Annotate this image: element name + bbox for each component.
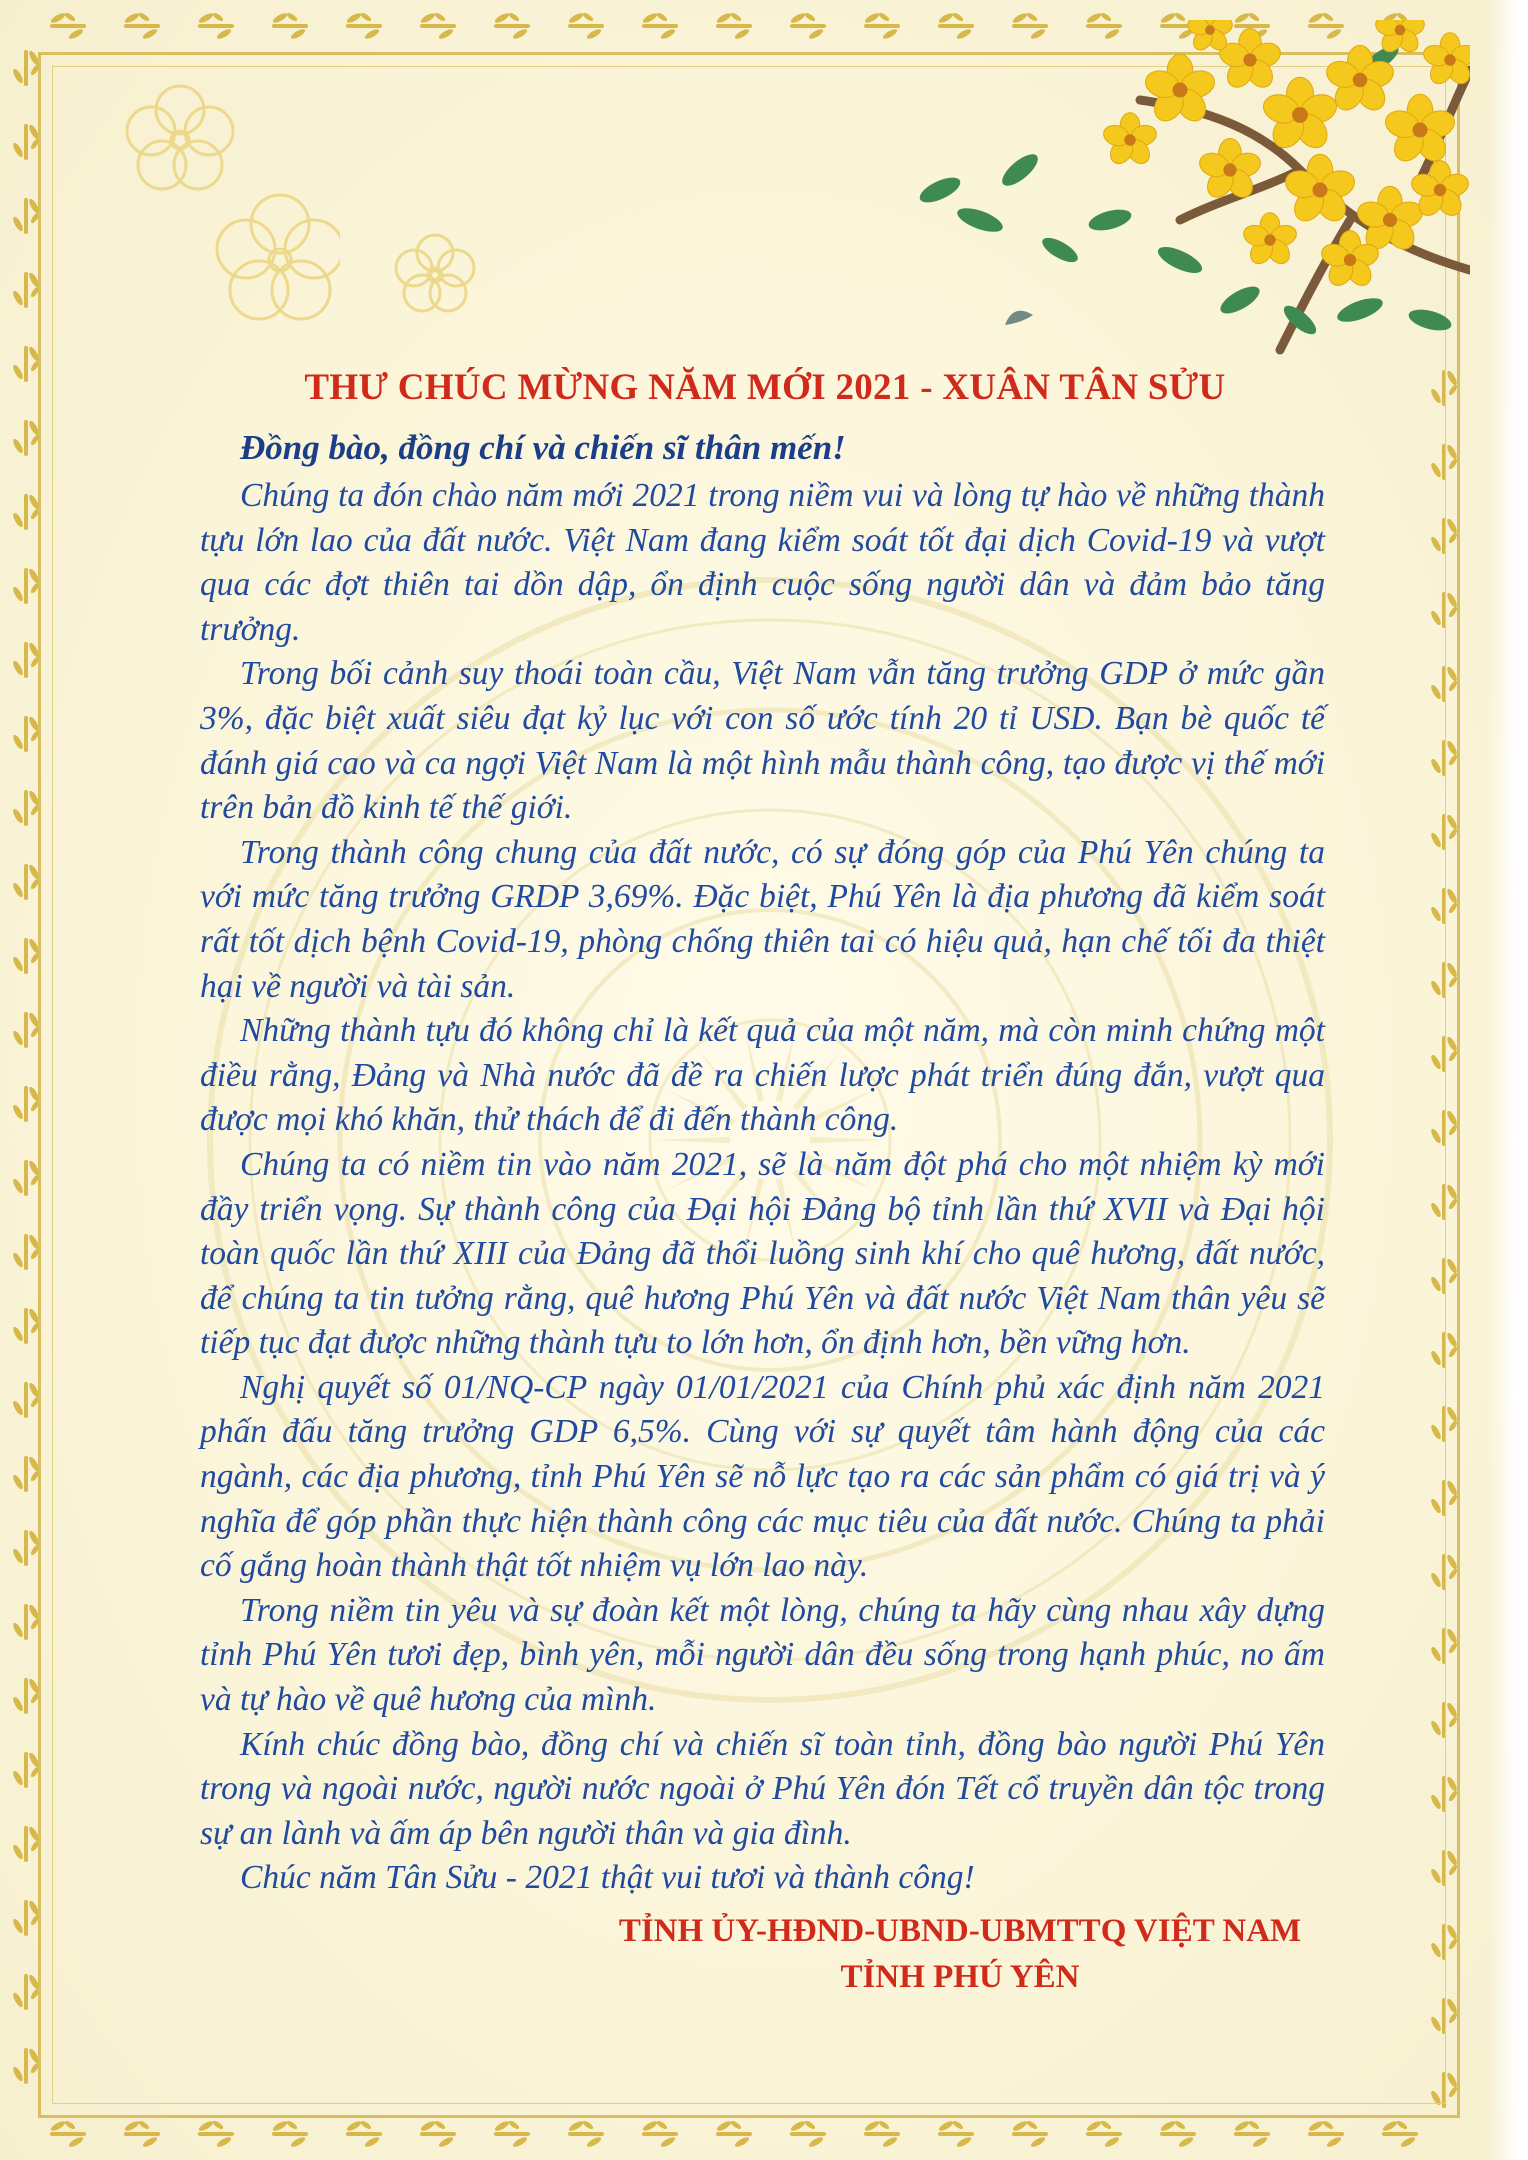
signature-line-organization: TỈNH ỦY-HĐND-UBND-UBMTTQ VIỆT NAM xyxy=(618,1913,1302,1949)
paragraph: Những thành tựu đó không chỉ là kết quả của một năm, mà còn minh chứng một điều rằng, Đảng và Nhà nước đã đề ra chiến lược phát triển đúng đắn, vượt qua được mọi khó khăn, thử thách để đi đến thành công. xyxy=(200,1012,1325,1139)
bamboo-border-motif-icon xyxy=(564,2116,608,2152)
bamboo-border-motif-icon xyxy=(712,2116,756,2152)
paragraph: Trong bối cảnh suy thoái toàn cầu, Việt Nam vẫn tăng trưởng GDP ở mức gần 3%, đặc biệt xuất siêu đạt kỷ lục với con số ước tính 20 tỉ USD. Bạn bè quốc tế đánh giá cao và ca ngợi Việt Nam là một hình mẫu thành công, tạo được vị thế mới trên bản đồ kinh tế thế giới. xyxy=(200,655,1325,827)
paragraph: Trong niềm tin yêu và sự đoàn kết một lòng, chúng ta hãy cùng nhau xây dựng tỉnh Phú Yên tươi đẹp, bình yên, mỗi người dân đều sống trong hạnh phúc, no ấm và tự hào về quê hương của mình. xyxy=(200,1591,1325,1719)
bamboo-border-motif-icon xyxy=(860,2116,904,2152)
bamboo-border-motif-icon xyxy=(1378,2116,1422,2152)
bamboo-border-motif-icon xyxy=(786,8,830,44)
bamboo-border-motif-icon xyxy=(416,8,460,44)
apricot-flower xyxy=(1217,29,1284,93)
bamboo-border-motif-icon xyxy=(416,2116,460,2152)
signature-block xyxy=(560,1908,1360,2000)
bamboo-border-motif-icon xyxy=(1156,2116,1200,2152)
bamboo-border-bottom xyxy=(40,2112,1460,2156)
bamboo-border-motif-icon xyxy=(1082,2116,1126,2152)
bamboo-border-motif-icon xyxy=(46,2116,90,2152)
signature-line-province: TỈNH PHÚ YÊN xyxy=(840,1959,1080,1995)
paragraph: Kính chúc đồng bào, đồng chí và chiến sĩ toàn tỉnh, đồng bào người Phú Yên trong và ngoài nước, người nước ngoài ở Phú Yên đón Tết cổ truyền dân tộc trong sự an lành và ấm áp bên người thân và gia đình. xyxy=(200,1725,1325,1852)
bamboo-border-motif-icon xyxy=(638,2116,682,2152)
scan-edge xyxy=(1488,0,1528,2160)
bamboo-border-motif-icon xyxy=(342,2116,386,2152)
bamboo-border-motif-icon xyxy=(934,2116,978,2152)
bamboo-border-motif-icon xyxy=(120,8,164,44)
letter-salutation: Đồng bào, đồng chí và chiến sĩ thân mến! xyxy=(240,428,846,467)
bamboo-border-motif-icon xyxy=(46,8,90,44)
letter-body xyxy=(200,474,1325,1901)
paragraph: Chúng ta có niềm tin vào năm 2021, sẽ là năm đột phá cho một nhiệm kỳ mới đầy triển vọng. Sự thành công của Đại hội Đảng bộ tỉnh lần thứ XVII và Đại hội toàn quốc lần thứ XIII của Đảng đã thổi luồng sinh khí cho quê hương, đất nước, để chúng ta tin tưởng rằng, quê hương Phú Yên và đất nước Việt Nam thân yêu sẽ tiếp tục đạt được những thành tựu to lớn hơn, ổn định hơn, bền vững hơn. xyxy=(200,1145,1325,1362)
bamboo-border-motif-icon xyxy=(712,8,756,44)
paragraph: Chúng ta đón chào năm mới 2021 trong niềm vui và lòng tự hào về những thành tựu lớn lao của đất nước. Việt Nam đang kiểm soát tốt đại dịch Covid-19 và vượt qua các đợt thiên tai dồn dập, ổn định cuộc sống người dân và đảm bảo tăng trưởng. xyxy=(200,477,1325,648)
plum-blossom-outline-icon xyxy=(110,70,340,330)
apricot-flower xyxy=(1101,113,1159,168)
bamboo-border-motif-icon xyxy=(490,2116,534,2152)
apricot-flower xyxy=(1382,94,1458,166)
paragraph: Nghị quyết số 01/NQ-CP ngày 01/01/2021 của Chính phủ xác định năm 2021 phấn đấu tăng trưởng GDP 6,5%. Cùng với sự quyết tâm hành động của các ngành, các địa phương, tỉnh Phú Yên sẽ nỗ lực tạo ra các sản phẩm có giá trị và ý nghĩa để góp phần thực hiện thành công các mục tiêu của đất nước. Chúng ta phải cố gắng hoàn thành thật tốt nhiệm vụ lớn lao này. xyxy=(200,1368,1325,1585)
bamboo-border-motif-icon xyxy=(268,8,312,44)
bamboo-border-motif-icon xyxy=(490,8,534,44)
bamboo-border-motif-icon xyxy=(564,8,608,44)
bamboo-border-motif-icon xyxy=(786,2116,830,2152)
bamboo-border-motif-icon xyxy=(342,8,386,44)
apricot-blossom-branch-icon xyxy=(880,20,1470,380)
bamboo-border-motif-icon xyxy=(1304,2116,1348,2152)
paragraph: Trong thành công chung của đất nước, có sự đóng góp của Phú Yên chúng ta với mức tăng trưởng GRDP 3,69%. Đặc biệt, Phú Yên là địa phương đã kiểm soát rất tốt dịch bệnh Covid-19, phòng chống thiên tai có hiệu quả, hạn chế tối đa thiệt hại về người và tài sản. xyxy=(200,833,1325,1005)
plum-blossom-small-icon xyxy=(370,220,500,330)
bamboo-border-motif-icon xyxy=(120,2116,164,2152)
paragraph: Chúc năm Tân Sửu - 2021 thật vui tươi và thành công! xyxy=(240,1859,975,1897)
bamboo-border-motif-icon xyxy=(638,8,682,44)
bamboo-border-motif-icon xyxy=(194,8,238,44)
apricot-flower xyxy=(1241,213,1299,268)
bamboo-border-motif-icon xyxy=(1008,2116,1052,2152)
bamboo-border-motif-icon xyxy=(268,2116,312,2152)
bamboo-border-motif-icon xyxy=(194,2116,238,2152)
apricot-flower xyxy=(1421,33,1470,88)
bamboo-border-motif-icon xyxy=(1230,2116,1274,2152)
letter-title: THƯ CHÚC MỪNG NĂM MỚI 2021 - XUÂN TÂN SỬU xyxy=(304,367,1226,408)
